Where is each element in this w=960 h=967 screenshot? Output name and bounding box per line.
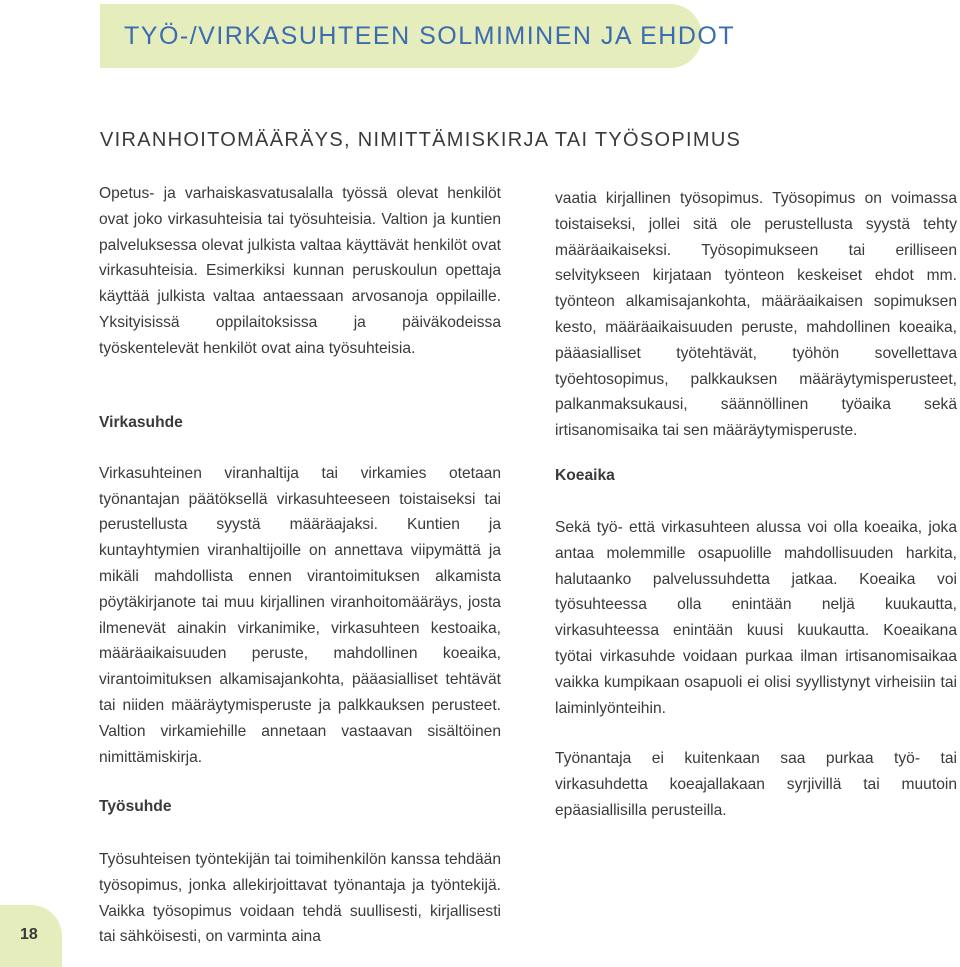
continuation-paragraph: vaatia kirjallinen työsopimus. Työsopimus on voimassa toistaiseksi, jollei sitä ole perustellusta syystä tehty määräaikaiseksi. Työsopimukseen tai erilliseen selvitykseen kirjataan työnteon keskeiset ehdot mm. työnteon alkamisajankohta, määräaikaisen sopimuksen kesto, määräaikaisuuden peruste, mahdollinen koeaika, pääasialliset työtehtävät, työhön sovellettava työehtosopimus, palkkauksen määräytymisperusteet, palkanmaksukausi, säännöllinen työaika sekä irtisanomisaika tai sen määräytymisperuste. [555,190,957,440]
page-number: 18 [20,926,38,943]
intro-paragraph: Opetus- ja varhaiskasvatusalalla työssä olevat henkilöt ovat joko virkasuhteisia tai työsuhteisia. Valtion ja kuntien palveluksessa olevat julkista valtaa käyttävät henkilöt ovat virkasuhteisia. Esimerkiksi kunnan peruskoulun opettaja käyttää julkista valtaa antaessaan arvosanoja oppilaille. Yksityisissä oppilaitoksissa ja päiväkodeissa työskentelevät henkilöt ovat aina työsuhteisia. [99,185,501,357]
right-column-koeaika-heading [555,463,957,489]
left-column-virkasuhde [99,410,501,770]
right-column-koeaika-2 [555,746,957,823]
tyosuhde-heading: Työsuhde [99,798,172,815]
virkasuhde-paragraph: Virkasuhteinen viranhaltija tai virkamies otetaan työnantajan päätöksellä virkasuhteeseen toistaiseksi tai perustellusta syystä määräajaksi. Kuntien ja kuntayhtymien viranhaltijoille on annettava viipymättä ja mikäli mahdollista ennen virantoimituksen alkamista pöytäkirjanote tai muu kirjallinen viranhoitomääräys, josta ilmenevät ainakin virkanimike, virkasuhteen kestoaika, määräaikaisuuden peruste, mahdollinen koeaika, virantoimituksen alkamisajankohta, pääasialliset tehtävät tai niiden määräytymisperuste ja palkkauksen perusteet. Valtion virkamiehille annetaan vastaavan sisältöinen nimittämiskirja. [99,464,501,766]
koeaika-paragraph-2: Työnantaja ei kuitenkaan saa purkaa työ- tai virkasuhdetta koeajallakaan syrjivillä tai muutoin epäasiallisilla perusteilla. [555,750,957,819]
page-title: TYÖ-/VIRKASUHTEEN SOLMIMINEN JA EHDOT [124,22,736,50]
left-column-tyosuhde-text [99,847,501,950]
title-bar [100,4,736,68]
koeaika-paragraph: Sekä työ- että virkasuhteen alussa voi olla koeaika, joka antaa molemmille osapuolille mahdollisuuden harkita, halutaanko palvelussuhdetta jatkaa. Koeaika voi työsuhteessa olla enintään neljä kuukautta, virkasuhteessa enintään kuusi kuukautta. Koeaikana työtai virkasuhde voidaan purkaa ilman irtisanomisaikaa vaikka kumpikaan osapuoli ei olisi syyllistynyt virheisiin tai laiminlyönteihin. [555,519,957,717]
section-subtitle: VIRANHOITOMÄÄRÄYS, NIMITTÄMISKIRJA TAI TYÖSOPIMUS [100,129,742,151]
right-column-koeaika [555,515,957,721]
left-column-tyosuhde [99,794,501,820]
koeaika-heading: Koeaika [555,467,615,484]
left-column-intro [99,181,501,362]
virkasuhde-heading: Virkasuhde [99,414,183,431]
page-number-badge [0,905,62,967]
right-column-continuation [555,186,957,444]
tyosuhde-paragraph: Työsuhteisen työntekijän tai toimihenkilön kanssa tehdään työsopimus, jonka allekirjoittavat työnantaja ja työntekijä. Vaikka työsopimus voidaan tehdä suullisesti, kirjallisesti tai sähköisesti, on varminta aina [99,851,501,946]
